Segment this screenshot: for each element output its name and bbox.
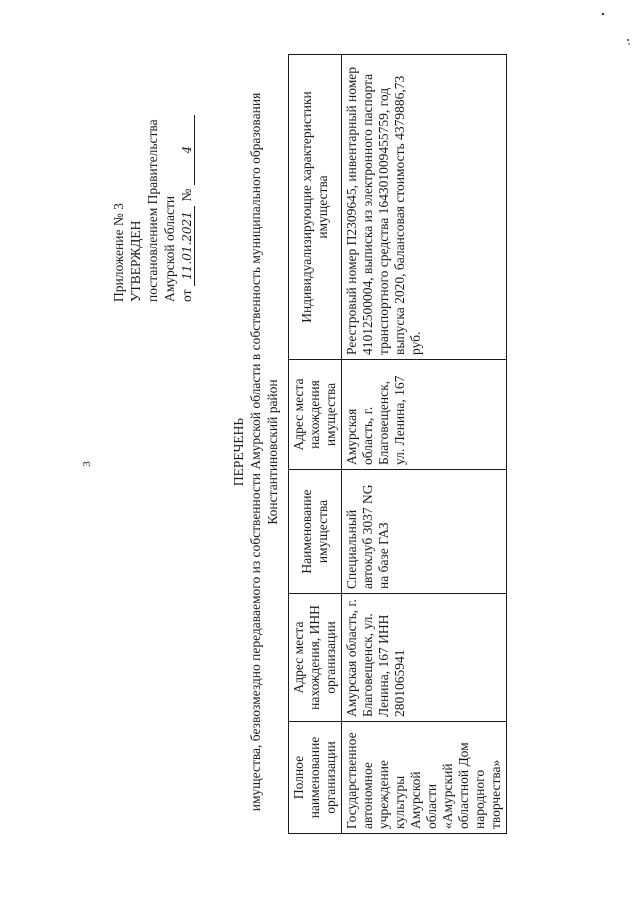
date-prefix: от	[179, 289, 194, 302]
table-header-row	[289, 55, 342, 834]
cell-org-address: Амурская область, г. Благовещенск, ул. Ленина, 167 ИНН 2801065941	[342, 594, 507, 722]
approved-label: УТВЕРЖДЕН	[128, 220, 143, 302]
header-org-name: Полное наименование организации	[289, 722, 342, 834]
decree-label: постановлением Правительства	[145, 119, 160, 302]
region-label: Амурской области	[162, 195, 177, 302]
date-line	[178, 52, 195, 302]
scan-specks	[600, 0, 640, 60]
header-property-name: Наименование имущества	[289, 470, 342, 594]
heading-line-2: Константиновский район	[265, 379, 280, 525]
property-table	[288, 54, 507, 834]
handwritten-date: 11.01.2021	[180, 206, 195, 286]
cell-property-address: Амурская область, г. Благовещенск, ул. Ленина, 167	[342, 360, 507, 470]
header-org-address: Адрес места нахождения, ИНН организации	[289, 594, 342, 722]
heading-line-1: имущества, безвозмездно передаваемого из собственности Амурской области в собственность муниципального образования	[248, 92, 263, 812]
page-number: 3	[80, 461, 93, 467]
cell-property-characteristics: Реестровый номер П2309645, инвентарный номер 41012500004, выписка из электронного паспорта транспортного средства 164301009455759, год выпуска 2020, балансовая стоимость 4379886,73 руб.	[342, 55, 507, 360]
document-heading	[230, 22, 281, 882]
handwritten-number: 4	[180, 115, 195, 185]
cell-org-name: Государственное автономное учреждение культуры Амурской области «Амурский областной Дом народного творчества»	[342, 722, 507, 834]
cell-property-name: Специальный автоклуб 3037 NG на базе ГАЗ	[342, 470, 507, 594]
property-table-wrap	[288, 54, 507, 834]
approval-stamp	[110, 52, 195, 302]
table-row	[342, 55, 507, 834]
number-label: №	[179, 188, 194, 202]
header-property-address: Адрес места нахождения имущества	[289, 360, 342, 470]
header-property-characteristics: Индивидуализирующие характеристики имущества	[289, 55, 342, 360]
document-title: ПЕРЕЧЕНЬ	[231, 417, 246, 487]
annex-label: Приложение № 3	[111, 203, 126, 302]
rotated-document	[110, 22, 530, 882]
